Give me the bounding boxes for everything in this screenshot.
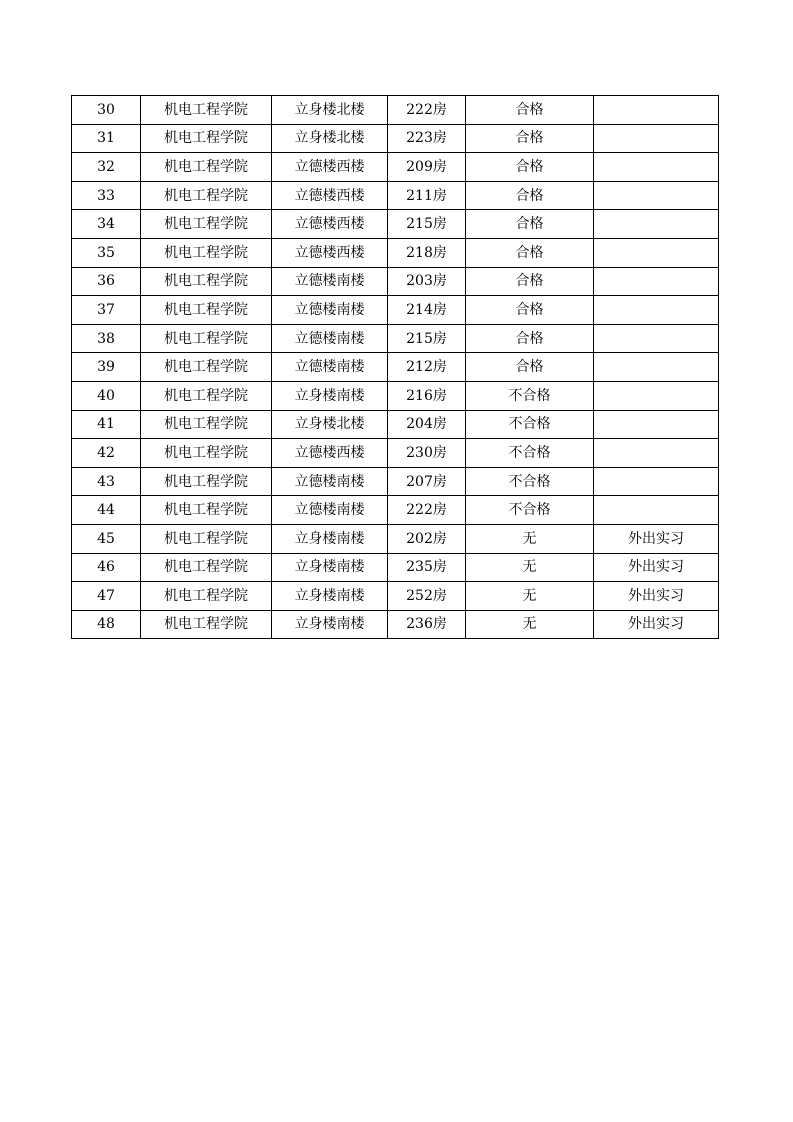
college-cell: 机电工程学院 bbox=[141, 324, 272, 353]
row-number-cell: 33 bbox=[72, 181, 141, 210]
note-cell bbox=[594, 210, 719, 239]
row-number-cell: 48 bbox=[72, 610, 141, 639]
room-cell: 222房 bbox=[388, 96, 466, 125]
dorm-inspection-table bbox=[71, 95, 719, 639]
result-cell: 不合格 bbox=[466, 496, 594, 525]
result-cell: 不合格 bbox=[466, 439, 594, 468]
building-cell: 立身楼南楼 bbox=[272, 610, 388, 639]
building-cell: 立德楼南楼 bbox=[272, 267, 388, 296]
room-cell: 215房 bbox=[388, 210, 466, 239]
college-cell: 机电工程学院 bbox=[141, 524, 272, 553]
note-cell bbox=[594, 410, 719, 439]
table-row bbox=[72, 381, 719, 410]
building-cell: 立德楼西楼 bbox=[272, 181, 388, 210]
college-cell: 机电工程学院 bbox=[141, 96, 272, 125]
college-cell: 机电工程学院 bbox=[141, 296, 272, 325]
result-cell: 合格 bbox=[466, 353, 594, 382]
room-cell: 235房 bbox=[388, 553, 466, 582]
building-cell: 立身楼南楼 bbox=[272, 553, 388, 582]
row-number-cell: 34 bbox=[72, 210, 141, 239]
result-cell: 合格 bbox=[466, 210, 594, 239]
note-cell: 外出实习 bbox=[594, 524, 719, 553]
row-number-cell: 42 bbox=[72, 439, 141, 468]
building-cell: 立德楼南楼 bbox=[272, 467, 388, 496]
building-cell: 立身楼北楼 bbox=[272, 410, 388, 439]
note-cell bbox=[594, 381, 719, 410]
building-cell: 立德楼南楼 bbox=[272, 324, 388, 353]
building-cell: 立德楼南楼 bbox=[272, 353, 388, 382]
result-cell: 不合格 bbox=[466, 410, 594, 439]
room-cell: 209房 bbox=[388, 153, 466, 182]
college-cell: 机电工程学院 bbox=[141, 553, 272, 582]
note-cell bbox=[594, 267, 719, 296]
row-number-cell: 32 bbox=[72, 153, 141, 182]
note-cell: 外出实习 bbox=[594, 582, 719, 611]
table-row bbox=[72, 238, 719, 267]
college-cell: 机电工程学院 bbox=[141, 124, 272, 153]
note-cell: 外出实习 bbox=[594, 553, 719, 582]
table-row bbox=[72, 467, 719, 496]
room-cell: 230房 bbox=[388, 439, 466, 468]
row-number-cell: 37 bbox=[72, 296, 141, 325]
result-cell: 无 bbox=[466, 610, 594, 639]
college-cell: 机电工程学院 bbox=[141, 267, 272, 296]
building-cell: 立德楼西楼 bbox=[272, 439, 388, 468]
room-cell: 218房 bbox=[388, 238, 466, 267]
building-cell: 立身楼北楼 bbox=[272, 96, 388, 125]
row-number-cell: 46 bbox=[72, 553, 141, 582]
note-cell bbox=[594, 353, 719, 382]
building-cell: 立身楼南楼 bbox=[272, 524, 388, 553]
room-cell: 222房 bbox=[388, 496, 466, 525]
note-cell: 外出实习 bbox=[594, 610, 719, 639]
room-cell: 212房 bbox=[388, 353, 466, 382]
room-cell: 215房 bbox=[388, 324, 466, 353]
row-number-cell: 36 bbox=[72, 267, 141, 296]
result-cell: 合格 bbox=[466, 153, 594, 182]
room-cell: 223房 bbox=[388, 124, 466, 153]
table-row bbox=[72, 439, 719, 468]
row-number-cell: 47 bbox=[72, 582, 141, 611]
building-cell: 立身楼南楼 bbox=[272, 582, 388, 611]
result-cell: 无 bbox=[466, 524, 594, 553]
room-cell: 207房 bbox=[388, 467, 466, 496]
row-number-cell: 38 bbox=[72, 324, 141, 353]
note-cell bbox=[594, 496, 719, 525]
room-cell: 202房 bbox=[388, 524, 466, 553]
table-row bbox=[72, 153, 719, 182]
college-cell: 机电工程学院 bbox=[141, 439, 272, 468]
result-cell: 合格 bbox=[466, 181, 594, 210]
result-cell: 无 bbox=[466, 553, 594, 582]
result-cell: 合格 bbox=[466, 267, 594, 296]
room-cell: 211房 bbox=[388, 181, 466, 210]
note-cell bbox=[594, 96, 719, 125]
row-number-cell: 39 bbox=[72, 353, 141, 382]
note-cell bbox=[594, 439, 719, 468]
college-cell: 机电工程学院 bbox=[141, 181, 272, 210]
table-row bbox=[72, 124, 719, 153]
table-row bbox=[72, 267, 719, 296]
row-number-cell: 43 bbox=[72, 467, 141, 496]
college-cell: 机电工程学院 bbox=[141, 582, 272, 611]
college-cell: 机电工程学院 bbox=[141, 610, 272, 639]
row-number-cell: 35 bbox=[72, 238, 141, 267]
room-cell: 252房 bbox=[388, 582, 466, 611]
row-number-cell: 44 bbox=[72, 496, 141, 525]
college-cell: 机电工程学院 bbox=[141, 153, 272, 182]
result-cell: 不合格 bbox=[466, 467, 594, 496]
building-cell: 立德楼南楼 bbox=[272, 296, 388, 325]
result-cell: 合格 bbox=[466, 124, 594, 153]
note-cell bbox=[594, 238, 719, 267]
table-row bbox=[72, 296, 719, 325]
row-number-cell: 31 bbox=[72, 124, 141, 153]
result-cell: 合格 bbox=[466, 96, 594, 125]
building-cell: 立德楼西楼 bbox=[272, 210, 388, 239]
college-cell: 机电工程学院 bbox=[141, 353, 272, 382]
room-cell: 216房 bbox=[388, 381, 466, 410]
room-cell: 203房 bbox=[388, 267, 466, 296]
note-cell bbox=[594, 124, 719, 153]
table-row bbox=[72, 496, 719, 525]
room-cell: 236房 bbox=[388, 610, 466, 639]
note-cell bbox=[594, 296, 719, 325]
result-cell: 合格 bbox=[466, 324, 594, 353]
college-cell: 机电工程学院 bbox=[141, 467, 272, 496]
table-body bbox=[72, 96, 719, 639]
table-row bbox=[72, 410, 719, 439]
note-cell bbox=[594, 467, 719, 496]
building-cell: 立德楼西楼 bbox=[272, 238, 388, 267]
table-row bbox=[72, 96, 719, 125]
college-cell: 机电工程学院 bbox=[141, 410, 272, 439]
building-cell: 立身楼北楼 bbox=[272, 124, 388, 153]
row-number-cell: 41 bbox=[72, 410, 141, 439]
row-number-cell: 30 bbox=[72, 96, 141, 125]
result-cell: 合格 bbox=[466, 238, 594, 267]
table-row bbox=[72, 582, 719, 611]
result-cell: 合格 bbox=[466, 296, 594, 325]
note-cell bbox=[594, 181, 719, 210]
table-row bbox=[72, 553, 719, 582]
table-row bbox=[72, 324, 719, 353]
college-cell: 机电工程学院 bbox=[141, 381, 272, 410]
table-row bbox=[72, 181, 719, 210]
building-cell: 立德楼西楼 bbox=[272, 153, 388, 182]
room-cell: 214房 bbox=[388, 296, 466, 325]
note-cell bbox=[594, 153, 719, 182]
table-row bbox=[72, 353, 719, 382]
row-number-cell: 40 bbox=[72, 381, 141, 410]
room-cell: 204房 bbox=[388, 410, 466, 439]
table-row bbox=[72, 524, 719, 553]
table-row bbox=[72, 610, 719, 639]
building-cell: 立身楼南楼 bbox=[272, 381, 388, 410]
college-cell: 机电工程学院 bbox=[141, 210, 272, 239]
row-number-cell: 45 bbox=[72, 524, 141, 553]
result-cell: 无 bbox=[466, 582, 594, 611]
building-cell: 立德楼南楼 bbox=[272, 496, 388, 525]
result-cell: 不合格 bbox=[466, 381, 594, 410]
college-cell: 机电工程学院 bbox=[141, 496, 272, 525]
college-cell: 机电工程学院 bbox=[141, 238, 272, 267]
table-row bbox=[72, 210, 719, 239]
note-cell bbox=[594, 324, 719, 353]
